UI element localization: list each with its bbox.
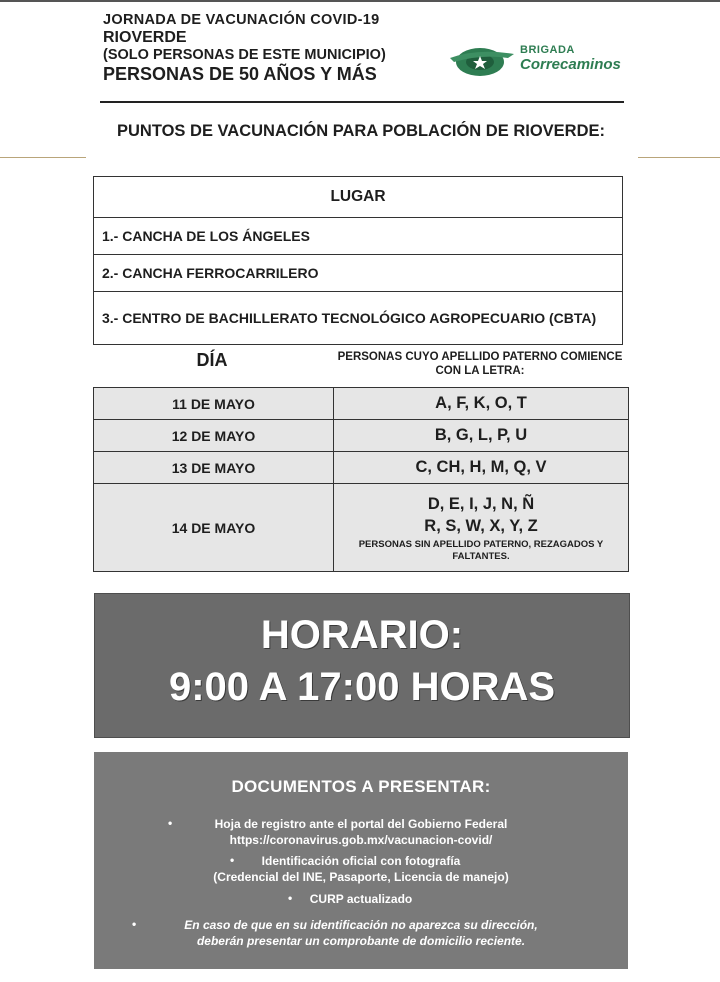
- schedule-row: [94, 420, 629, 452]
- logo-word-correcaminos: Correcaminos: [520, 56, 621, 73]
- schedule-letters: C, CH, H, M, Q, V: [334, 452, 629, 484]
- document-item-detail: https://coronavirus.gob.mx/vacunacion-covid/: [229, 833, 493, 847]
- schedule-hours-banner: [94, 593, 630, 738]
- location-item: 2.- CANCHA FERROCARRILERO: [94, 255, 623, 292]
- header-municipality: RIOVERDE: [103, 29, 187, 46]
- letter-column-header: PERSONAS CUYO APELLIDO PATERNO COMIENCE CON LA LETRA:: [337, 351, 623, 377]
- locations-table: [93, 176, 623, 345]
- day-column-header: DÍA: [196, 350, 228, 370]
- location-item: 3.- CENTRO DE BACHILLERATO TECNOLÓGICO AGROPECUARIO (CBTA): [94, 292, 623, 345]
- schedule-day: 12 DE MAYO: [94, 420, 334, 452]
- header-restriction: (SOLO PERSONAS DE ESTE MUNICIPIO): [103, 47, 386, 63]
- required-documents-panel: [94, 752, 628, 969]
- vaccination-points-title: PUNTOS DE VACUNACIÓN PARA POBLACIÓN DE RIOVERDE:: [116, 122, 605, 140]
- schedule-letters-cell: [334, 484, 629, 572]
- hours-title: HORARIO:: [260, 613, 464, 657]
- schedule-row: [94, 452, 629, 484]
- right-decor-line: [638, 157, 720, 158]
- schedule-note: PERSONAS SIN APELLIDO PATERNO, REZAGADOS Y FALTANTES.: [358, 538, 604, 562]
- roadrunner-globe-icon: [448, 40, 518, 80]
- schedule-letters: R, S, W, X, Y, Z: [424, 516, 538, 535]
- schedule-day: 14 DE MAYO: [94, 484, 334, 572]
- schedule-day: 13 DE MAYO: [94, 452, 334, 484]
- schedule-letters: B, G, L, P, U: [334, 420, 629, 452]
- brigada-correcaminos-logo: [448, 40, 628, 80]
- bullet-icon: •: [230, 853, 235, 867]
- document-item: Hoja de registro ante el portal del Gobierno Federal: [214, 817, 508, 831]
- document-item-detail: (Credencial del INE, Pasaporte, Licencia de manejo): [213, 870, 509, 884]
- schedule-letters: A, F, K, O, T: [334, 388, 629, 420]
- schedule-letters: D, E, I, J, N, Ñ: [427, 494, 535, 513]
- schedule-day: 11 DE MAYO: [94, 388, 334, 420]
- locations-header: LUGAR: [94, 177, 623, 218]
- document-item: Identificación oficial con fotografía: [261, 854, 461, 868]
- bullet-icon: •: [168, 816, 173, 830]
- document-item: En caso de que en su identificación no aparezca su dirección,: [184, 918, 538, 932]
- schedule-table: [93, 387, 629, 572]
- schedule-row: [94, 388, 629, 420]
- header-divider: [100, 101, 624, 103]
- bullet-icon: •: [132, 917, 137, 931]
- header-age-group: PERSONAS DE 50 AÑOS Y MÁS: [103, 64, 377, 84]
- header-campaign-title: JORNADA DE VACUNACIÓN COVID-19: [103, 12, 380, 28]
- documents-title: DOCUMENTOS A PRESENTAR:: [231, 777, 491, 796]
- logo-word-brigada: BRIGADA: [520, 44, 575, 56]
- left-decor-line: [0, 157, 86, 158]
- hours-range: 9:00 A 17:00 HORAS: [168, 665, 556, 709]
- schedule-row: [94, 484, 629, 572]
- bullet-icon: •: [288, 891, 293, 905]
- location-item: 1.- CANCHA DE LOS ÁNGELES: [94, 218, 623, 255]
- top-border-line: [0, 0, 720, 2]
- document-item: CURP actualizado: [309, 892, 413, 906]
- document-item-detail: deberán presentar un comprobante de domicilio reciente.: [196, 934, 526, 948]
